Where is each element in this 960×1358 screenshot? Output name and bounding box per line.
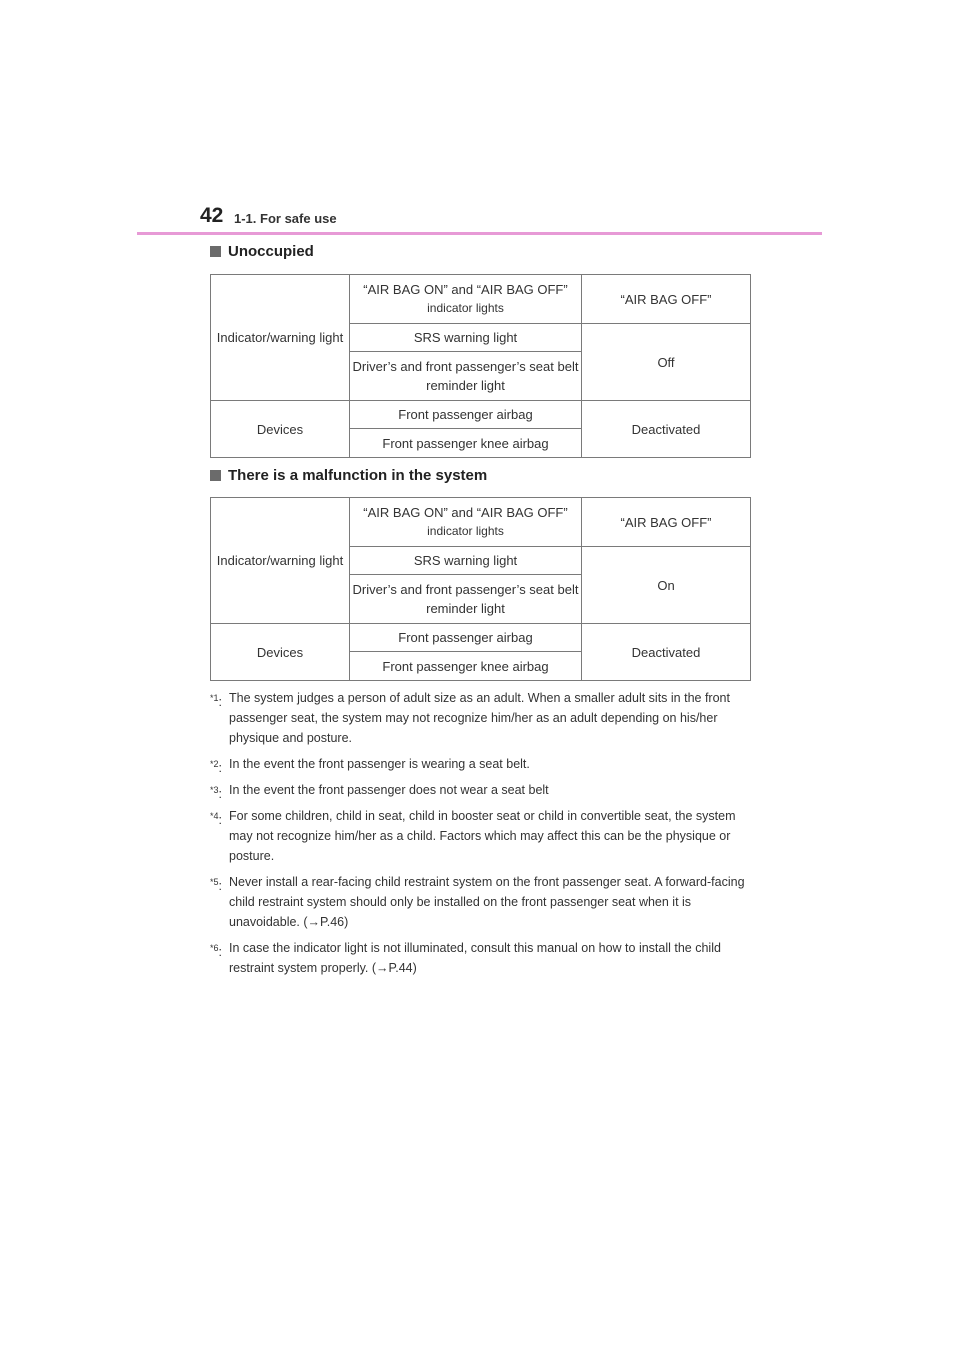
footnote-4 <box>210 806 750 866</box>
status-table-malfunction <box>210 497 751 681</box>
airbag-lights-cell: “AIR BAG ON” and “AIR BAG OFF” indicator lights <box>350 498 582 547</box>
footnote-text: Never install a rear-facing child restraint system on the front passenger seat. A forward-facing child restraint system should only be installed on the front passenger seat when it is unavoidable. (→P.46) <box>229 875 745 929</box>
footnote-2 <box>210 754 750 774</box>
footnote-text: In the event the front passenger does not wear a seat belt <box>229 783 549 797</box>
square-bullet-icon <box>210 246 221 257</box>
devices-value: Deactivated <box>582 624 751 681</box>
table-row <box>211 498 751 547</box>
footnote-6 <box>210 938 750 978</box>
footnote-text: In the event the front passenger is wearing a seat belt. <box>229 757 530 771</box>
section-title-text: There is a malfunction in the system <box>228 467 488 484</box>
table-row <box>211 401 751 429</box>
seatbelt-reminder-cell: Driver’s and front passenger’s seat belt reminder light <box>350 575 582 624</box>
front-airbag-cell: Front passenger airbag <box>350 624 582 652</box>
chapter-title: 1-1. For safe use <box>234 211 337 226</box>
footnote-mark: $^{*3}$: <box>210 785 223 802</box>
page-number: 42 <box>200 204 224 227</box>
seatbelt-reminder-cell: Driver’s and front passenger’s seat belt reminder light <box>350 352 582 401</box>
airbag-lights-value: “AIR BAG OFF” <box>582 498 751 547</box>
footnote-mark: $^{*6}$: <box>210 943 223 960</box>
footnote-text: The system judges a person of adult size as an adult. When a smaller adult sits in the front passenger seat, the system may not recognize him/her as an adult depending on his/her physique and posture. <box>229 691 730 745</box>
airbag-lights-value: “AIR BAG OFF” <box>582 275 751 324</box>
devices-label-cell: Devices <box>211 401 350 458</box>
devices-value: Deactivated <box>582 401 751 458</box>
srs-seatbelt-value: Off <box>582 324 751 401</box>
section-title-unoccupied <box>210 243 314 260</box>
footnote-5 <box>210 872 750 932</box>
footnote-mark: $^{*1}$: <box>210 693 223 710</box>
header-divider <box>137 232 822 235</box>
footnote-mark: $^{*4}$: <box>210 811 223 828</box>
table-row <box>211 624 751 652</box>
footnote-1 <box>210 688 750 748</box>
footnotes <box>210 688 750 984</box>
footnote-text: For some children, child in seat, child in booster seat or child in convertible seat, the system may not recognize him/her as a child. Factors which may affect this can be the physique or posture. <box>229 809 736 863</box>
square-bullet-icon <box>210 470 221 481</box>
srs-seatbelt-value: On <box>582 547 751 624</box>
knee-airbag-cell: Front passenger knee airbag <box>350 429 582 458</box>
status-table-unoccupied <box>210 274 751 458</box>
front-airbag-cell: Front passenger airbag <box>350 401 582 429</box>
footnote-3 <box>210 780 750 800</box>
indicator-label-cell: Indicator/warning light <box>211 498 350 624</box>
srs-light-cell: SRS warning light <box>350 324 582 352</box>
footnote-mark: $^{*5}$: <box>210 877 223 894</box>
footnote-text: In case the indicator light is not illuminated, consult this manual on how to install the child restraint system properly. (→P.44) <box>229 941 721 975</box>
indicator-label-cell: Indicator/warning light <box>211 275 350 401</box>
srs-light-cell: SRS warning light <box>350 547 582 575</box>
airbag-lights-cell: “AIR BAG ON” and “AIR BAG OFF” indicator lights <box>350 275 582 324</box>
devices-label-cell: Devices <box>211 624 350 681</box>
knee-airbag-cell: Front passenger knee airbag <box>350 652 582 681</box>
table-row <box>211 275 751 324</box>
footnote-mark: $^{*2}$: <box>210 759 223 776</box>
section-title-malfunction <box>210 467 487 484</box>
section-title-text: Unoccupied <box>228 243 314 260</box>
